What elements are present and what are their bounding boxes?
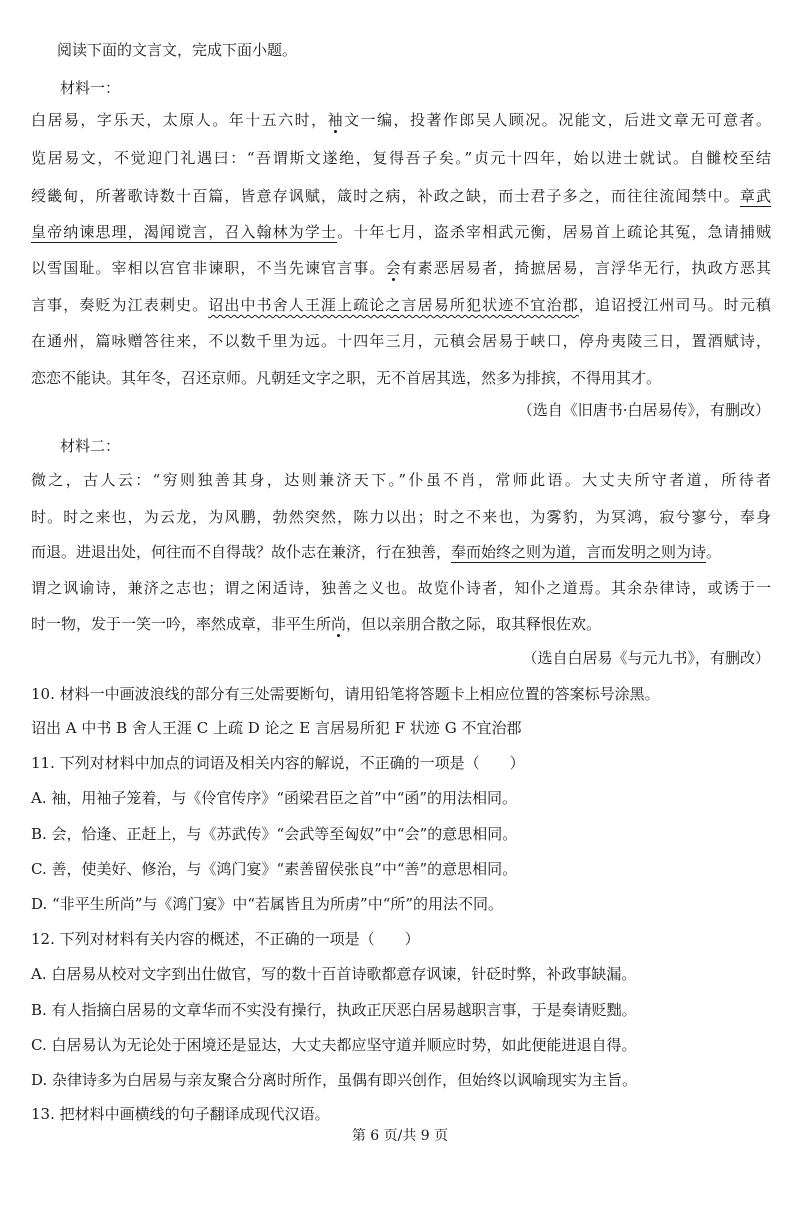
text-run: 而退。进退出处，何往而不自得哉？故仆志在兼济，行在独善， [31, 543, 452, 561]
material2-line-3 [31, 542, 771, 562]
material1-line-6 [31, 295, 771, 315]
question-12-option-d: D. 杂律诗多为白居易与亲友聚合分离时所作，虽偶有即兴创作，但始终以讽喻现实为主旨。 [31, 1071, 638, 1089]
material1-line-4 [31, 222, 771, 242]
material2-line-1 [31, 470, 771, 490]
dotted-word-xiu: 袖 [327, 111, 345, 129]
material1-line-8 [31, 368, 771, 388]
underlined-sentence: 奉而始终之则为道，言而发明之则为诗 [451, 543, 707, 561]
underlined-sentence: 皇帝纳谏思理，渴闻谠言，召入翰林为学士 [31, 223, 338, 241]
text-run: 。 [706, 543, 722, 561]
text-run: 言事，奏贬为江表刺史。 [31, 296, 209, 314]
question-12-option-a: A. 白居易从校对文字到出仕做官，写的数十百首诗歌都意存讽谏，针砭时弊，补政事缺漏。 [31, 965, 637, 983]
material1-line-2 [31, 148, 771, 168]
question-11-option-a: A. 袖，用袖子笼着，与《伶官传序》“函梁君臣之首”中“函”的用法相同。 [31, 789, 518, 807]
question-11-stem: 11. 下列对材料中加点的词语及相关内容的解说，不正确的一项是（ ） [31, 754, 525, 772]
question-11-option-c: C. 善，使美好、修治，与《鸿门宴》“素善留侯张良”中“善”的意思相同。 [31, 860, 518, 878]
material1-line-1 [31, 110, 771, 130]
wavy-underlined-sentence: 诏出中书舍人王涯上疏论之言居易所犯状迹不宜治郡 [208, 296, 579, 314]
material2-source: （选自白居易《与元九书》，有删改） [522, 649, 770, 667]
dotted-word-shang: 尚 [331, 615, 347, 633]
material1-label: 材料一： [60, 79, 121, 97]
material2-line-2 [31, 507, 771, 527]
text-run: ，追诏授江州司马。时元稹 [578, 296, 771, 314]
text-run: 微之，古人云：“穷则独善其身，达则兼济天下。”仆虽不肖，常师此语。大丈夫所守者道，所待者 [31, 471, 771, 489]
material2-label: 材料二： [60, 437, 121, 455]
text-run: 时。时之来也，为云龙，为风鹏，勃然突然，陈力以出；时之不来也，为雾豹，为冥鸿，寂兮寥兮，奉身 [31, 508, 771, 526]
text-run: 以雪国耻。宰相以宫官非谏职，不当先谏官言事。 [31, 259, 386, 277]
material1-source: （选自《旧唐书·白居易传》，有删改） [517, 401, 770, 419]
question-13-stem: 13. 把材料中画横线的句子翻译成现代汉语。 [31, 1105, 330, 1123]
material1-line-3 [31, 186, 771, 206]
text-run: 谓之讽谕诗，兼济之志也；谓之闲适诗，独善之义也。故览仆诗者，知仆之道焉。其余杂律诗，或诱于一 [31, 579, 771, 597]
question-12-option-b: B. 有人指摘白居易的文章华而不实没有操行，执政正厌恶白居易越职言事，于是奏请贬黜。 [31, 1001, 637, 1019]
question-10-options: 诏出 A 中书 B 舍人王涯 C 上疏 D 论之 E 言居易所犯 F 状迹 G 不宜治郡 [31, 719, 522, 737]
material1-line-7 [31, 331, 771, 351]
text-run: ，但以亲朋合散之际，取其释恨佐欢。 [346, 615, 602, 633]
text-run: 绶畿甸，所著歌诗数十百篇，皆意存讽赋，箴时之病，补政之缺，而士君子多之，而往往流闻禁中。 [31, 187, 740, 205]
text-run: 白居易，字乐天，太原人。年十五六时， [31, 111, 328, 129]
material2-line-5 [31, 614, 771, 634]
text-run: 览居易文，不觉迎门礼遇曰：“吾谓斯文遂绝，复得吾子矣。”贞元十四年，始以进士就试。自雠校至结 [31, 149, 771, 167]
text-run: 有素恶居易者，掎摭居易，言浮华无行，执政方恶其 [401, 259, 771, 277]
question-12-stem: 12. 下列对材料有关内容的概述，不正确的一项是（ ） [31, 930, 420, 948]
text-run: 在通州，篇咏赠答往来，不以数千里为远。十四年三月，元稹会居易于峡口，停舟夷陵三日，置酒赋诗， [31, 332, 771, 350]
text-run: 时一物，发于一笑一吟，率然成章，非平生所 [31, 615, 332, 633]
question-11-option-d: D. “非平生所尚”与《鸿门宴》中“若属皆且为所虏”中“所”的用法不同。 [31, 895, 504, 913]
text-run: 文一编，投著作郎吴人顾况。况能文，后进文章无可意者。 [344, 111, 771, 129]
material2-line-4 [31, 578, 771, 598]
dotted-word-hui: 会 [385, 259, 402, 277]
question-10-stem: 10. 材料一中画波浪线的部分有三处需要断句，请用铅笔将答题卡上相应位置的答案标号涂黑。 [31, 685, 660, 703]
text-run: 。十年七月，盗杀宰相武元衡，居易首上疏论其冤，急请捕贼 [337, 223, 771, 241]
text-run: 恋恋不能诀。其年冬，召还京师。凡朝廷文字之职，无不首居其选，然多为排摈，不得用其才。 [31, 369, 662, 387]
material1-line-5 [31, 258, 771, 278]
question-11-option-b: B. 会，恰逢、正赶上，与《苏武传》“会武等至匈奴”中“会”的意思相同。 [31, 825, 518, 843]
instruction: 阅读下面的文言文，完成下面小题。 [57, 41, 298, 59]
question-12-option-c: C. 白居易认为无论处于困境还是显达，大丈夫都应坚守道并顺应时势，如此便能进退自得。 [31, 1036, 637, 1054]
page-number-footer: 第 6 页/共 9 页 [351, 1128, 449, 1144]
underlined-sentence: 章武 [739, 187, 771, 205]
